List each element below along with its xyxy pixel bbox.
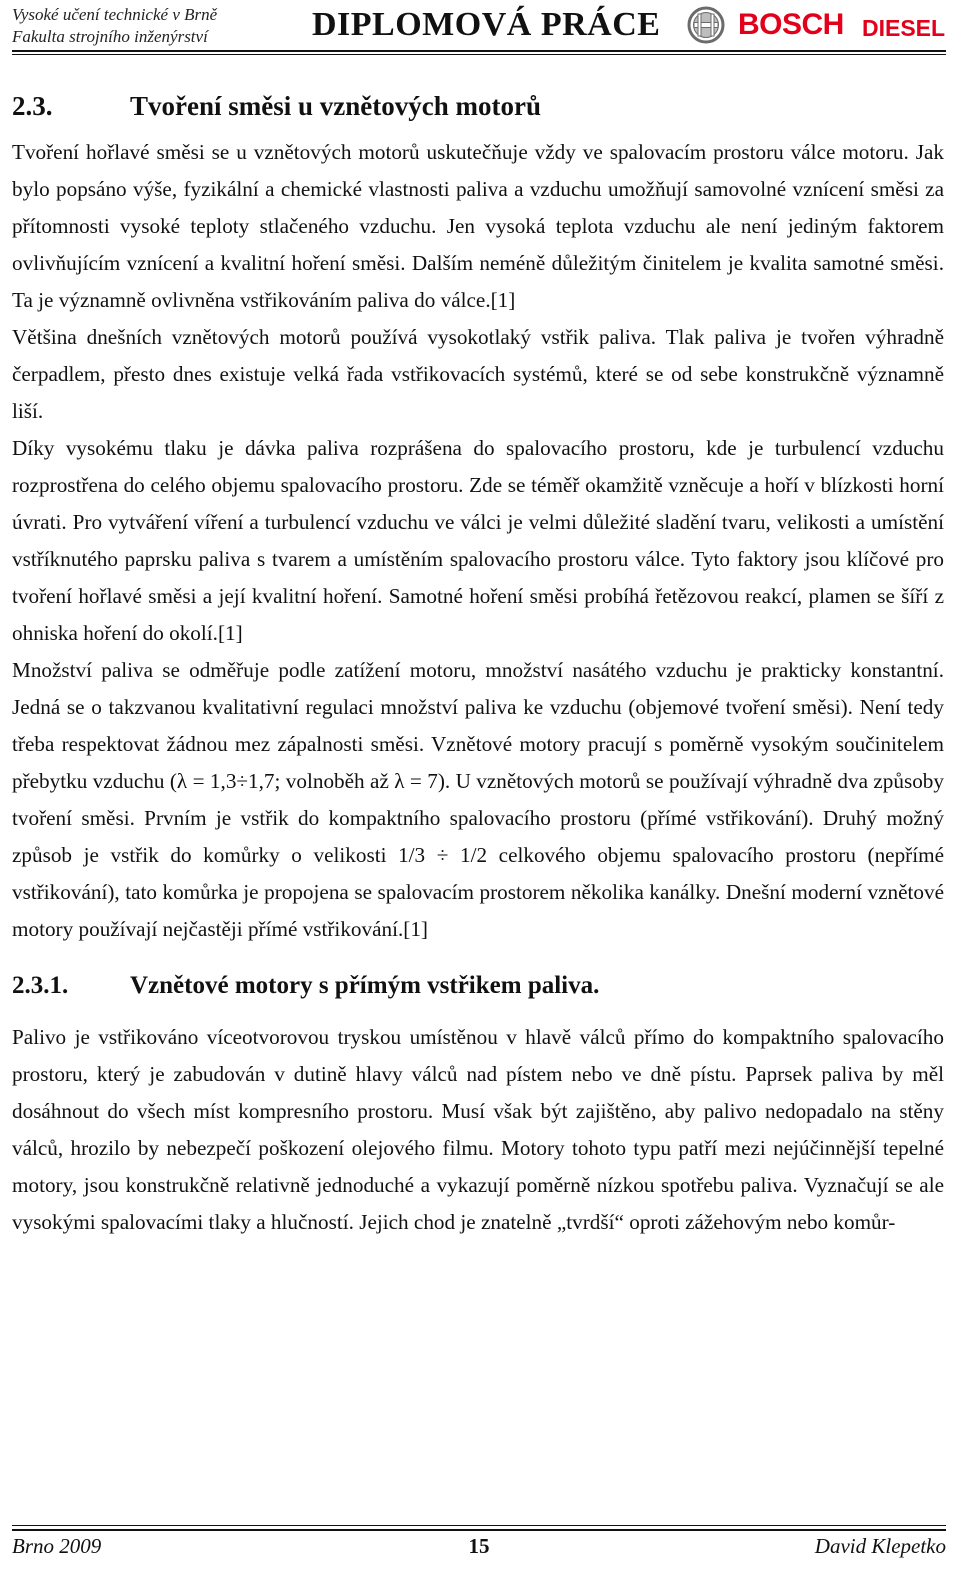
footer-place-year: Brno 2009: [12, 1534, 102, 1558]
page-header: [12, 0, 946, 50]
footer-divider-thin: [12, 1525, 946, 1526]
subsection: [12, 965, 944, 1241]
subsection-text: [12, 1019, 944, 1241]
paragraph: Díky vysokému tlaku je dávka paliva rozprášena do spalovacího prostoru, kde je turbulencí vzduchu rozprostřena do celého objemu spalovacího prostoru. Zde se téměř okamžitě vzněcuje a hoří v blízkosti horní úvrati. Pro vytváření víření a turbulencí vzduchu ve válci je velmi důležité sladění tvaru, velikosti a umístění vstříknutého paprsku paliva s tvarem a umístěním spalovacího prostoru válce. Tyto faktory jsou klíčové pro tvoření hořlavé směsi a její kvalitní hoření. Samotné hoření směsi probíhá řetězovou reakcí, plamen se šíří z ohniska hoření do okolí.[1]: [12, 436, 944, 645]
header-divider-thin: [12, 54, 946, 55]
subsection-number: 2.3.1.: [12, 972, 69, 999]
paragraph: Tvoření hořlavé směsi se u vznětových motorů uskutečňuje vždy ve spalovacím prostoru válce motoru. Jak bylo popsáno výše, fyzikální a chemické vlastnosti paliva a vzduchu umožňují samovolné vznícení směsi za přítomnosti vysoké teploty stlačeného vzduchu. Jen vysoká teplota vzduchu ale není jediným faktorem ovlivňujícím vznícení a kvalitní hoření směsi. Dalším neméně důležitým činitelem je kvalita samotné směsi. Ta je významně ovlivněna vstřikováním paliva do válce.[1]: [12, 140, 944, 312]
page-body: [12, 84, 944, 1241]
logo-brand: BOSCH: [738, 8, 844, 41]
subsection-heading: [12, 965, 944, 1007]
logo-sub: DIESEL: [862, 15, 946, 41]
section-title: Tvoření směsi u vznětových motorů: [130, 91, 541, 121]
subsection-title: Vznětové motory s přímým vstřikem paliva.: [130, 972, 600, 999]
section-number: 2.3.: [12, 91, 53, 121]
thesis-type-title: DIPLOMOVÁ PRÁCE: [312, 6, 661, 43]
footer-author: David Klepetko: [814, 1534, 946, 1558]
bosch-diesel-logo: [676, 4, 946, 46]
university-block: [12, 4, 217, 48]
page-footer: [12, 1532, 946, 1562]
page-number: 15: [468, 1534, 490, 1558]
footer-divider: [12, 1529, 946, 1531]
section-heading: [12, 84, 944, 128]
section-text: [12, 134, 944, 948]
faculty-name: Fakulta strojního inženýrství: [12, 27, 208, 46]
university-name: Vysoké učení technické v Brně: [12, 5, 218, 24]
paragraph: Množství paliva se odměřuje podle zatížení motoru, množství nasátého vzduchu je prakticky konstantní. Jedná se o takzvanou kvalitativní regulaci množství paliva ke vzduchu (objemové tvoření směsi). Není tedy třeba respektovat žádnou mez zápalnosti směsi. Vznětové motory pracují s poměrně vysokým součinitelem přebytku vzduchu (λ = 1,3÷1,7; volnoběh až λ = 7). U vznětových motorů se používají výhradně dva způsoby tvoření směsi. Prvním je vstřik do kompaktního spalovacího prostoru (přímé vstřikování). Druhý možný způsob je vstřik do komůrky o velikosti 1/3 ÷ 1/2 celkového objemu spalovacího prostoru (nepřímé vstřikování), tato komůrka je propojena se spalovacím prostorem několika kanálky. Dnešní moderní vznětové motory používají nejčastěji přímé vstřikování.[1]: [12, 658, 944, 941]
header-divider: [12, 50, 946, 52]
bosch-armature-icon: [686, 5, 726, 45]
paragraph: Většina dnešních vznětových motorů používá vysokotlaký vstřik paliva. Tlak paliva je tvořen výhradně čerpadlem, přesto dnes existuje velká řada vstřikovacích systémů, které se od sebe konstrukčně významně liší.: [12, 325, 944, 423]
paragraph: Palivo je vstřikováno víceotvorovou tryskou umístěnou v hlavě válců přímo do kompaktního spalovacího prostoru, který je zabudován v dutině hlavy válců nad pístem nebo ve dně pístu. Paprsek paliva by měl dosáhnout do všech míst kompresního prostoru. Musí však být zajištěno, aby palivo nedopadalo na stěny válců, hrozilo by nebezpečí poškození olejového filmu. Motory tohoto typu patří mezi nejúčinnější tepelné motory, jsou konstrukčně relativně jednoduché a vykazují poměrně nízkou spotřebu paliva. Vyznačují se ale vysokými spalovacími tlaky a hlučností. Jejich chod je znatelně „tvrdší“ oproti zážehovým nebo komůr-: [12, 1025, 944, 1234]
